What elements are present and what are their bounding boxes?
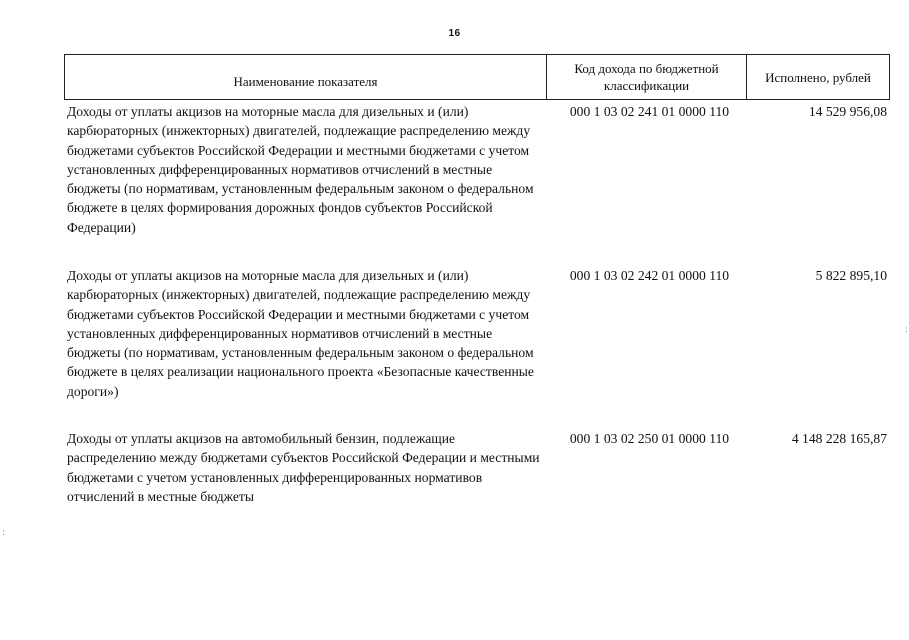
scan-mark-left: : xyxy=(2,528,6,538)
header-name: Наименование показателя xyxy=(65,55,547,99)
header-code: Код дохода по бюджетной классификации xyxy=(547,55,747,99)
row-amount: 14 529 956,08 xyxy=(808,104,887,119)
row-amount: 5 822 895,10 xyxy=(815,268,887,283)
table-header xyxy=(64,54,890,100)
row-name: Доходы от уплаты акцизов на моторные масла для дизельных и (или) карбюраторных (инжекторных) двигателей, подлежащие распределению между бюджетами субъектов Российской Федерации и местными бюджетами с учетом установленных дифференцированных нормативов отчислений в местные бюджеты (по нормативам, установленным федеральным законом о федеральном бюджете в целях реализации национального проекта «Безопасные качественные дороги») xyxy=(67,268,534,399)
row-code: 000 1 03 02 241 01 0000 110 xyxy=(569,104,730,119)
page-number: 16 xyxy=(448,28,461,39)
row-name: Доходы от уплаты акцизов на моторные масла для дизельных и (или) карбюраторных (инжекторных) двигателей, подлежащие распределению между бюджетами субъектов Российской Федерации и местными бюджетами с учетом установленных дифференцированных нормативов отчислений в местные бюджеты (по нормативам, установленным федеральным законом о федеральном бюджете в целях формирования дорожных фондов субъектов Российской Федерации) xyxy=(67,104,534,235)
row-name: Доходы от уплаты акцизов на автомобильный бензин, подлежащие распределению между бюджетами субъектов Российской Федерации и местными бюджетами с учетом установленных дифференцированных нормативов отчислений в местные бюджеты xyxy=(67,431,540,504)
row-code: 000 1 03 02 250 01 0000 110 xyxy=(569,431,730,446)
scan-mark-right: : xyxy=(904,325,908,335)
header-amount: Исполнено, рублей xyxy=(765,69,871,85)
row-code: 000 1 03 02 242 01 0000 110 xyxy=(569,268,730,283)
row-amount: 4 148 228 165,87 xyxy=(791,431,887,446)
